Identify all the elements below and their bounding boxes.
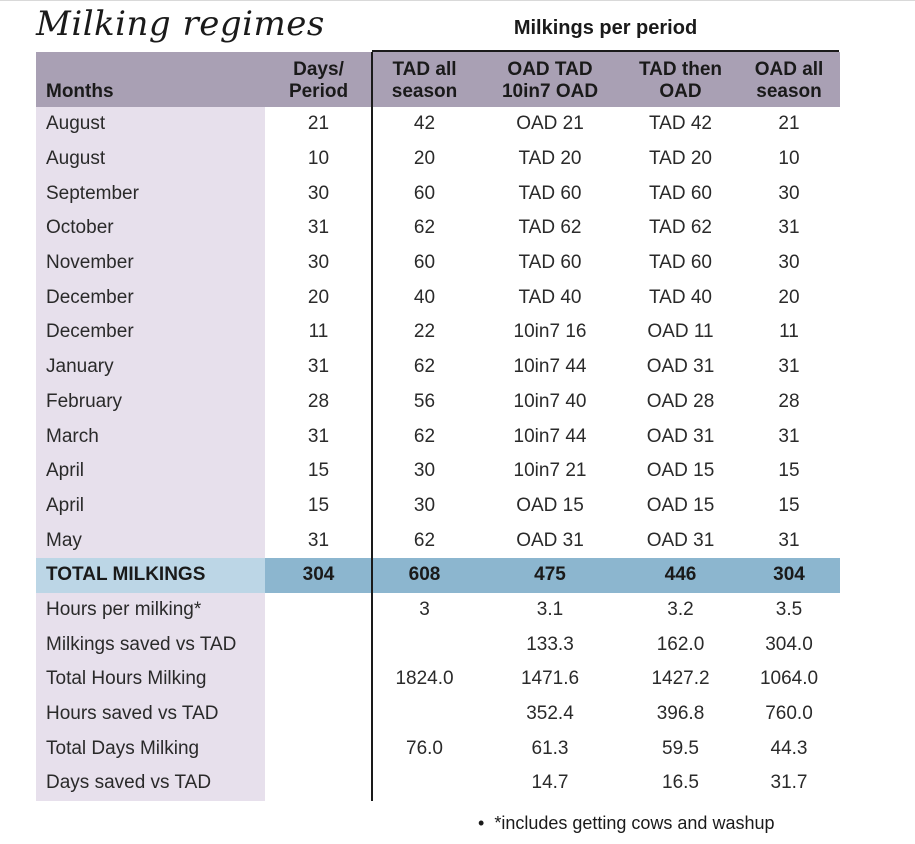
summary-tad-then: 3.2 (667, 598, 694, 620)
month-cell: November (36, 246, 265, 281)
header-line: OAD TAD (507, 59, 593, 80)
tad-then-cell: TAD 42 (648, 113, 712, 135)
tad-then-cell: TAD 62 (648, 217, 712, 239)
days-cell: 31 (307, 425, 330, 447)
header-line: OAD all (754, 59, 824, 80)
month-cell: April (36, 454, 265, 489)
days-cell: 15 (307, 494, 330, 516)
summary-oad-tad: 14.7 (531, 772, 569, 794)
oad-cell: 21 (778, 113, 800, 135)
oad-cell: 20 (778, 286, 800, 308)
summary-oad-tad: 352.4 (526, 703, 574, 725)
tad-then-cell: OAD 31 (646, 529, 715, 551)
days-cell: 10 (307, 148, 330, 170)
days-cell: 30 (307, 252, 330, 274)
total-tad: 608 (408, 564, 441, 586)
header-tad-then-oad (623, 52, 738, 107)
month-cell: March (36, 419, 265, 454)
month-cell: August (36, 107, 265, 142)
total-days: 304 (302, 564, 335, 586)
oad-cell: 31 (778, 529, 800, 551)
oad-tad-cell: TAD 20 (518, 148, 582, 170)
summary-row (36, 766, 840, 801)
tad-then-cell: TAD 60 (648, 182, 712, 204)
header-line: 10in7 OAD (501, 81, 599, 102)
tad-then-cell: OAD 15 (646, 460, 715, 482)
summary-oad-tad: 3.1 (536, 598, 564, 620)
days-cell: 31 (307, 356, 330, 378)
table-row (36, 419, 840, 454)
days-cell: 30 (307, 182, 330, 204)
oad-tad-cell: 10in7 21 (513, 460, 587, 482)
summary-label: Total Days Milking (36, 731, 265, 766)
tad-cell: 62 (413, 217, 436, 239)
table-row (36, 211, 840, 246)
summary-label: Hours saved vs TAD (36, 697, 265, 732)
total-oad: 304 (773, 564, 805, 586)
oad-tad-cell: TAD 60 (518, 252, 582, 274)
footnote-text: *includes getting cows and washup (494, 813, 775, 833)
days-cell: 21 (307, 113, 330, 135)
milking-table (36, 52, 840, 801)
days-cell: 20 (307, 286, 330, 308)
tad-then-cell: TAD 40 (648, 286, 712, 308)
oad-tad-cell: OAD 21 (516, 113, 584, 135)
summary-tad: 1824.0 (395, 668, 454, 690)
page-title: Milking regimes (36, 4, 325, 44)
table-row (36, 454, 840, 489)
tad-then-cell: OAD 15 (646, 494, 715, 516)
summary-tad (372, 627, 477, 662)
oad-cell: 15 (778, 460, 800, 482)
header-line: Period (288, 81, 349, 102)
table-row (36, 280, 840, 315)
month-cell: May (36, 523, 265, 558)
summary-oad-tad: 1471.6 (520, 668, 580, 690)
oad-tad-cell: TAD 60 (518, 182, 582, 204)
tad-cell: 30 (413, 494, 436, 516)
tad-cell: 30 (413, 460, 436, 482)
oad-tad-cell: 10in7 40 (513, 390, 587, 412)
header-oad-tad-10in7-oad (477, 52, 623, 107)
table-row (36, 315, 840, 350)
total-milkings-row (36, 558, 840, 593)
table-row (36, 350, 840, 385)
summary-tad: 3 (419, 598, 430, 620)
oad-cell: 15 (778, 494, 800, 516)
summary-row (36, 731, 840, 766)
month-cell: February (36, 385, 265, 420)
summary-label: Hours per milking* (36, 593, 265, 628)
oad-cell: 31 (778, 356, 800, 378)
summary-tad-then: 59.5 (662, 737, 699, 759)
table-row (36, 489, 840, 524)
tad-then-cell: OAD 28 (646, 390, 715, 412)
month-cell: September (36, 176, 265, 211)
summary-oad: 31.7 (770, 772, 808, 794)
column-divider-line (371, 52, 373, 801)
table-row (36, 176, 840, 211)
oad-tad-cell: OAD 15 (516, 494, 584, 516)
days-cell: 15 (307, 460, 330, 482)
summary-label: Total Hours Milking (36, 662, 265, 697)
footnote (478, 812, 775, 834)
table-row (36, 246, 840, 281)
table-row (36, 385, 840, 420)
oad-cell: 30 (778, 182, 800, 204)
tad-cell: 62 (413, 425, 436, 447)
table-row (36, 523, 840, 558)
top-rule (0, 0, 915, 1)
summary-tad: 76.0 (406, 737, 443, 759)
month-cell: August (36, 142, 265, 177)
summary-tad (372, 697, 477, 732)
header-line: TAD all (392, 59, 457, 80)
tad-cell: 62 (413, 356, 436, 378)
summary-tad (372, 766, 477, 801)
total-label: TOTAL MILKINGS (36, 558, 265, 593)
summary-days (265, 627, 372, 662)
summary-oad-tad: 61.3 (531, 737, 569, 759)
header-months: Months (46, 81, 114, 102)
summary-row (36, 627, 840, 662)
summary-row (36, 593, 840, 628)
tad-cell: 62 (413, 529, 436, 551)
summary-tad-then: 1427.2 (651, 668, 710, 690)
table-header-row (36, 52, 840, 107)
tad-cell: 40 (413, 286, 436, 308)
month-cell: December (36, 280, 265, 315)
summary-days (265, 662, 372, 697)
days-cell: 31 (307, 529, 330, 551)
header-line: season (756, 81, 822, 102)
tad-cell: 56 (413, 390, 436, 412)
summary-oad: 304.0 (765, 633, 813, 655)
table-row (36, 142, 840, 177)
summary-oad-tad: 133.3 (526, 633, 574, 655)
month-cell: December (36, 315, 265, 350)
summary-days (265, 766, 372, 801)
tad-cell: 20 (413, 148, 436, 170)
oad-tad-cell: 10in7 16 (513, 321, 587, 343)
tad-then-cell: TAD 20 (648, 148, 712, 170)
month-cell: January (36, 350, 265, 385)
oad-tad-cell: OAD 31 (516, 529, 584, 551)
header-line: OAD (659, 81, 702, 102)
month-cell: October (36, 211, 265, 246)
oad-tad-cell: TAD 40 (518, 286, 582, 308)
oad-tad-cell: 10in7 44 (513, 425, 587, 447)
summary-days (265, 593, 372, 628)
summary-oad: 44.3 (770, 737, 808, 759)
tad-then-cell: TAD 60 (648, 252, 712, 274)
oad-tad-cell: TAD 62 (518, 217, 582, 239)
month-cell: April (36, 489, 265, 524)
tad-cell: 60 (413, 182, 436, 204)
summary-label: Milkings saved vs TAD (36, 627, 265, 662)
tad-cell: 22 (413, 321, 436, 343)
summary-oad: 3.5 (775, 598, 803, 620)
summary-days (265, 731, 372, 766)
table-row (36, 107, 840, 142)
oad-tad-cell: 10in7 44 (513, 356, 587, 378)
summary-oad: 1064.0 (759, 668, 819, 690)
oad-cell: 31 (778, 425, 800, 447)
header-tad-all-season (372, 52, 477, 107)
summary-tad-then: 16.5 (662, 772, 699, 794)
summary-row (36, 662, 840, 697)
header-line: season (391, 81, 458, 102)
summary-tad-then: 396.8 (656, 703, 705, 725)
oad-cell: 31 (778, 217, 800, 239)
header-days-period (265, 52, 372, 107)
oad-cell: 10 (778, 148, 800, 170)
tad-then-cell: OAD 31 (646, 425, 715, 447)
tad-cell: 42 (413, 113, 436, 135)
days-cell: 28 (307, 390, 330, 412)
header-oad-all-season (738, 52, 840, 107)
tad-then-cell: OAD 31 (646, 356, 715, 378)
header-line: Days/ (293, 59, 344, 80)
bullet-icon: • (478, 813, 485, 833)
summary-row (36, 697, 840, 732)
days-cell: 11 (308, 321, 329, 343)
summary-oad: 760.0 (765, 703, 813, 725)
tad-cell: 60 (413, 252, 436, 274)
oad-cell: 28 (778, 390, 800, 412)
summary-days (265, 697, 372, 732)
header-line: TAD then (638, 59, 723, 80)
summary-tad-then: 162.0 (656, 633, 705, 655)
oad-cell: 30 (778, 252, 800, 274)
summary-label: Days saved vs TAD (36, 766, 265, 801)
group-header: Milkings per period (513, 17, 698, 39)
total-oad-tad: 475 (534, 564, 566, 586)
days-cell: 31 (307, 217, 330, 239)
total-tad-then: 446 (664, 564, 697, 586)
oad-cell: 11 (779, 321, 799, 343)
tad-then-cell: OAD 11 (647, 321, 714, 343)
